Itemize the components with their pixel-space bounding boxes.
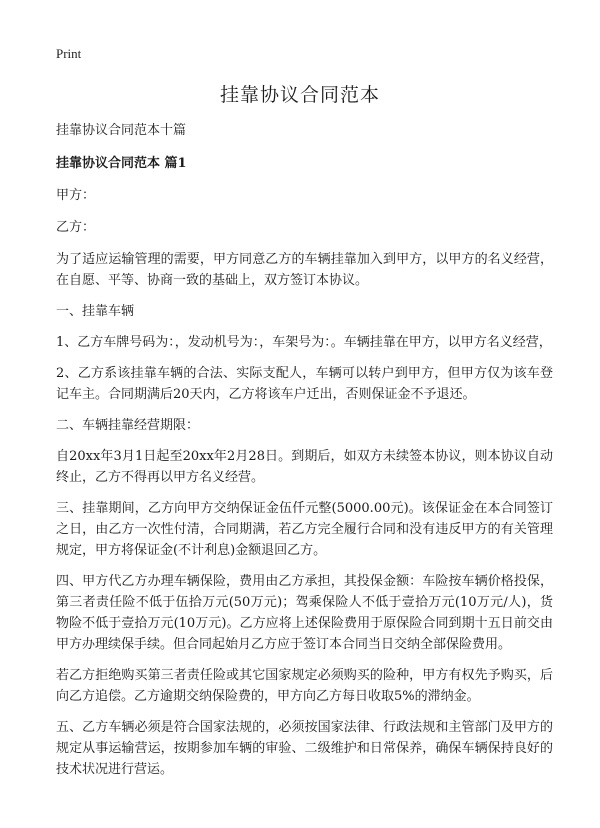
section-title: 挂靠协议合同范本 篇1 xyxy=(56,156,187,171)
paragraph-term: 自20xx年3月1日起至20xx年2月28日。到期后，如双方未续签本协议，则本协议自动终止，乙方不得再以甲方名义经营。 xyxy=(56,449,553,485)
party-a-field: 甲方： xyxy=(56,188,96,203)
party-b-field: 乙方： xyxy=(56,220,96,235)
paragraph-insurance: 四、甲方代乙方办理车辆保险，费用由乙方承担，其投保金额：车险按车辆价格投保，第三者责任险不低于伍拾万元(50万元)；驾乘保险人不低于壹拾万元(10万元/人)，货物险不低于壹拾万元(10万元)。乙方应将上述保险费用于原保险合同到期十五日前交由甲方办理续保手续。但合同起始月乙方应于签订本合同当日交纳全部保险费用。 xyxy=(56,574,553,652)
paragraph-vehicle-1: 1、乙方车牌号码为：，发动机号为：，车架号为：。车辆挂靠在甲方，以甲方名义经营， xyxy=(56,335,552,350)
paragraph-intro: 为了适应运输管理的需要，甲方同意乙方的车辆挂靠加入到甲方，以甲方的名义经营，在自愿、平等、协商一致的基础上，双方签订本协议。 xyxy=(56,252,553,288)
paragraph-insurance-refusal: 若乙方拒绝购买第三者责任险或其它国家规定必须购买的险种，甲方有权先予购买，后向乙方追偿。乙方逾期交纳保险费的，甲方向乙方每日收取5%的滞纳金。 xyxy=(56,668,553,704)
document-title: 挂靠协议合同范本 xyxy=(219,84,380,106)
paragraph-vehicle-2: 2、乙方系该挂靠车辆的合法、实际支配人，车辆可以转户到甲方，但甲方仅为该车登记车主。合同期满后20天内，乙方将该车户迁出，否则保证金不予退还。 xyxy=(56,366,553,402)
heading-vehicle: 一、挂靠车辆 xyxy=(56,304,135,319)
paragraph-compliance: 五、乙方车辆必须是符合国家法规的，必须按国家法律、行政法规和主管部门及甲方的规定从事运输营运，按期参加车辆的审验、二级维护和日常保养，确保车辆保持良好的技术状况进行营运。 xyxy=(56,720,553,777)
document-subtitle: 挂靠协议合同范本十篇 xyxy=(56,123,187,138)
document-body xyxy=(56,120,553,790)
paragraph-deposit: 三、挂靠期间，乙方向甲方交纳保证金伍仟元整(5000.00元)。该保证金在本合同签订之日，由乙方一次性付清，合同期满，若乙方完全履行合同和没有违反甲方的有关管理规定，甲方将保证金(不计利息)金额退回乙方。 xyxy=(56,501,553,558)
heading-term: 二、车辆挂靠经营期限： xyxy=(56,418,200,433)
print-label: Print xyxy=(56,46,82,61)
